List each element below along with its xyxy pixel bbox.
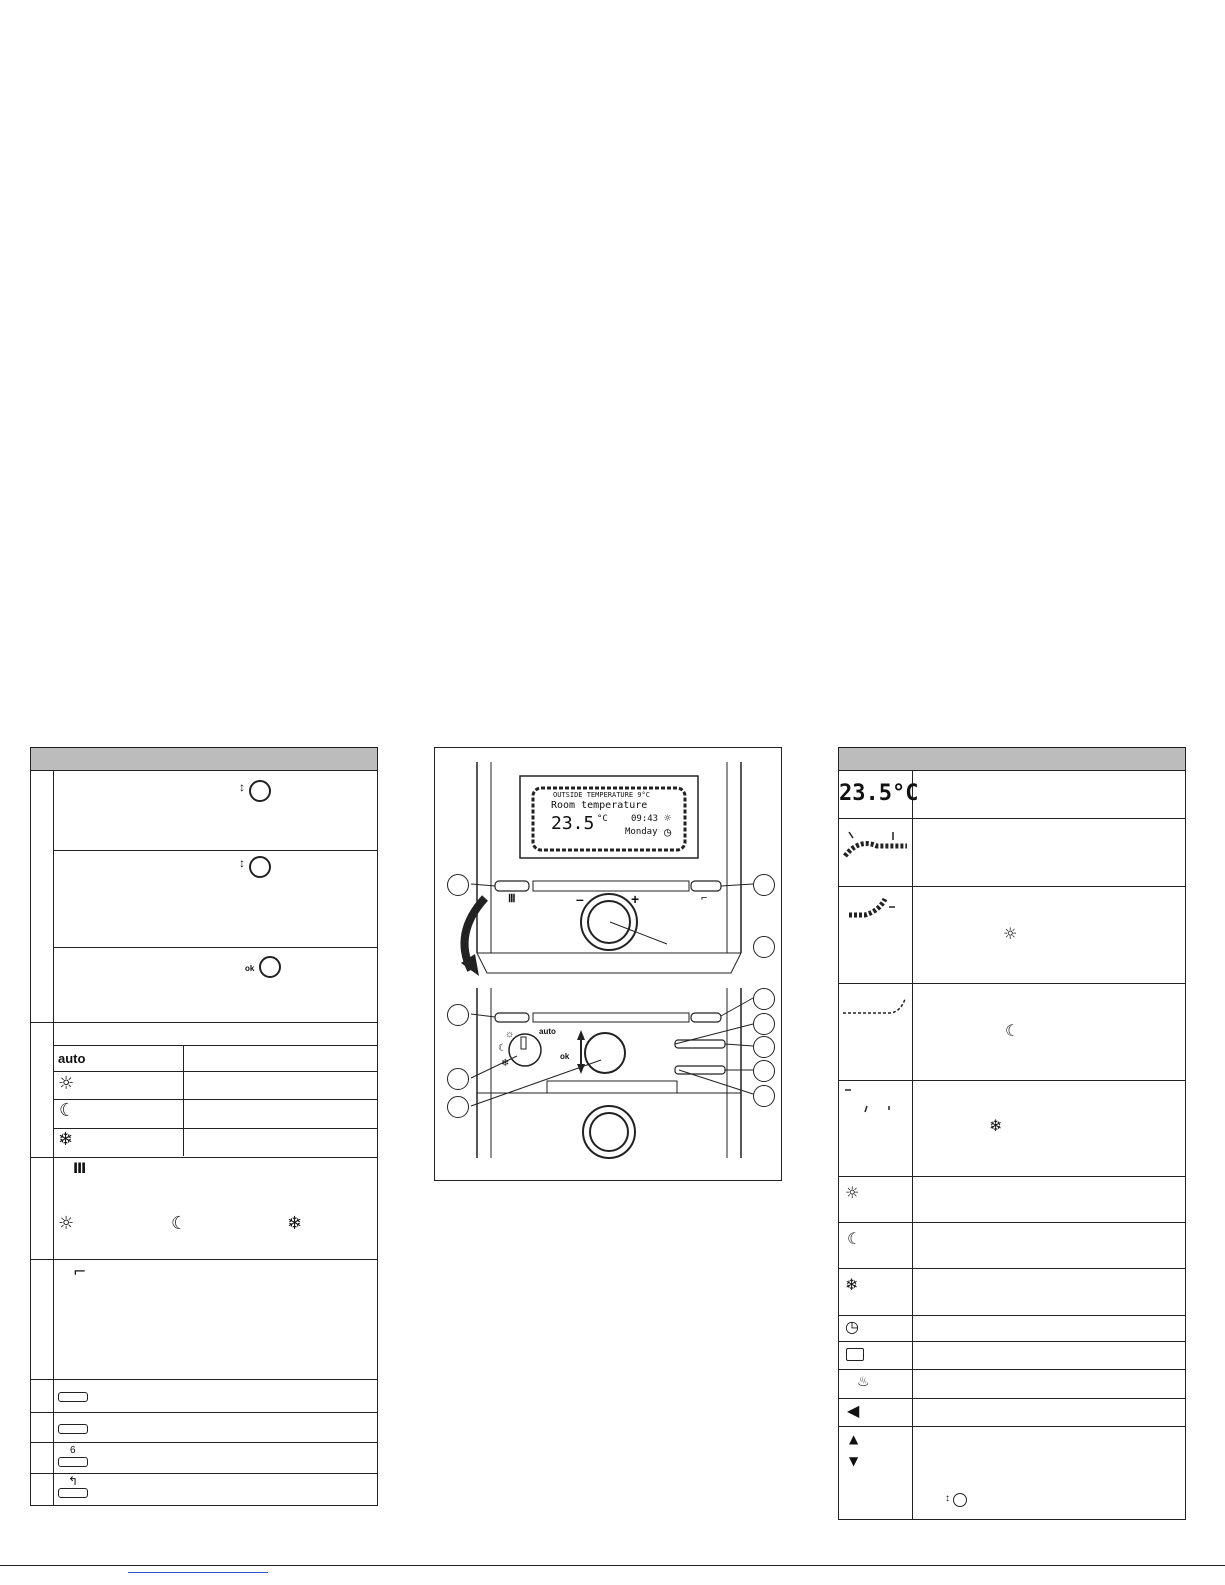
callout-marker xyxy=(753,1013,775,1035)
table-header xyxy=(31,748,377,771)
row-divider xyxy=(53,1099,377,1100)
sun-icon: ☼ xyxy=(58,1213,75,1234)
display-value: 23.5°C xyxy=(839,781,919,806)
section-divider xyxy=(31,1442,377,1443)
button-icon xyxy=(58,1424,88,1434)
callout-marker xyxy=(447,1004,469,1026)
row-divider xyxy=(53,1128,377,1129)
frost-segment-icon xyxy=(841,1086,913,1120)
callout-marker xyxy=(753,1036,775,1058)
row-divider xyxy=(839,1369,1185,1370)
callout-marker xyxy=(753,988,775,1010)
footer-link-underline xyxy=(128,1572,268,1573)
callout-marker xyxy=(753,1060,775,1082)
lcd-day: Monday xyxy=(625,827,658,837)
controls-table: ↕ ↕ ok auto ☼ ☾ ❄ Ⅲ ☼ ☾ ❄ ⌐ 6 ↰ xyxy=(30,747,378,1506)
moon-icon: ☾ xyxy=(847,1229,862,1248)
row-divider xyxy=(839,1176,1185,1177)
lcd-banner: OUTSIDE TEMPERATURE 9°C xyxy=(553,791,650,799)
moon-icon: ☾ xyxy=(171,1213,188,1234)
moon-icon: ☾ xyxy=(498,1043,507,1054)
snowflake-icon: ❄ xyxy=(845,1275,859,1294)
radiator-icon: Ⅲ xyxy=(73,1161,87,1177)
plus-label: + xyxy=(631,891,640,907)
night-segment-icon xyxy=(841,993,913,1027)
minus-label: – xyxy=(576,891,584,907)
section-divider xyxy=(31,1259,377,1260)
display-symbols-table: 23.5°C ☼ ☾ ❄ ☼ ☾ ❄ ◷ ♨ ◀ ▲ ▼ ↕ xyxy=(838,747,1186,1520)
row-divider xyxy=(839,1426,1185,1427)
clock-icon: ◷ xyxy=(845,1317,859,1336)
sun-icon: ☼ xyxy=(58,1073,75,1094)
callout-marker xyxy=(753,1085,775,1107)
callout-marker xyxy=(753,936,775,958)
row-divider xyxy=(53,1045,377,1046)
mode-column-divider xyxy=(183,1045,184,1156)
tap-icon: ⌐ xyxy=(73,1262,87,1281)
callout-marker xyxy=(447,1068,469,1090)
button-icon xyxy=(58,1392,88,1402)
lcd-temperature: 23.5 xyxy=(551,813,595,834)
arrow-left-icon: ◀ xyxy=(847,1401,860,1420)
section-divider xyxy=(31,1022,377,1023)
row-divider xyxy=(839,1080,1185,1081)
callout-marker xyxy=(447,874,469,896)
arrow-up-icon: ▲ xyxy=(849,1432,859,1446)
callout-marker xyxy=(447,1096,469,1118)
clock-icon: ◷ xyxy=(664,825,672,839)
temperature-bar-graph-icon xyxy=(841,828,913,868)
row-divider xyxy=(53,850,377,851)
row-divider xyxy=(839,1398,1185,1399)
device-drawing xyxy=(435,748,781,1180)
row-divider xyxy=(839,818,1185,819)
flame-icon: ♨ xyxy=(857,1374,870,1390)
radiator-icon: Ⅲ xyxy=(508,893,516,905)
lcd-label: Room temperature xyxy=(551,800,648,811)
tap-icon: ⌐ xyxy=(701,892,708,904)
day-segment-icon xyxy=(841,895,913,935)
section-divider xyxy=(31,1157,377,1158)
sun-icon: ☼ xyxy=(845,1183,860,1202)
row-divider xyxy=(839,1341,1185,1342)
sun-icon: ☼ xyxy=(1003,924,1018,943)
snowflake-icon: ❄ xyxy=(58,1129,74,1150)
section-divider xyxy=(31,1412,377,1413)
device-illustration xyxy=(434,747,782,1181)
page-footer-rule xyxy=(0,1565,1225,1566)
snowflake-icon: ❄ xyxy=(501,1058,510,1069)
snowflake-icon: ❄ xyxy=(287,1213,303,1234)
row-divider xyxy=(839,983,1185,984)
ok-label: ok xyxy=(560,1052,570,1061)
suitcase-icon xyxy=(846,1348,864,1361)
arrow-down-icon: ▼ xyxy=(849,1454,859,1468)
symbol-column-divider xyxy=(912,771,913,1519)
table-header xyxy=(839,748,1185,771)
section-divider xyxy=(31,1473,377,1474)
number-column-divider xyxy=(53,771,54,1505)
row-divider xyxy=(839,1315,1185,1316)
snowflake-icon: ❄ xyxy=(989,1116,1003,1135)
section-divider xyxy=(31,1379,377,1380)
row-divider xyxy=(53,947,377,948)
auto-label: auto xyxy=(539,1027,556,1036)
lcd-unit: °C xyxy=(597,814,608,824)
mode-auto-label: auto xyxy=(58,1051,86,1066)
sun-icon: ☼ xyxy=(664,811,672,825)
row-divider xyxy=(53,1071,377,1072)
callout-marker xyxy=(753,874,775,896)
row-divider xyxy=(839,1268,1185,1269)
moon-icon: ☾ xyxy=(1005,1021,1020,1040)
row-divider xyxy=(839,1222,1185,1223)
sun-icon: ☼ xyxy=(505,1029,515,1040)
moon-icon: ☾ xyxy=(59,1100,76,1121)
lcd-time: 09:43 xyxy=(631,814,659,824)
row-divider xyxy=(839,886,1185,887)
